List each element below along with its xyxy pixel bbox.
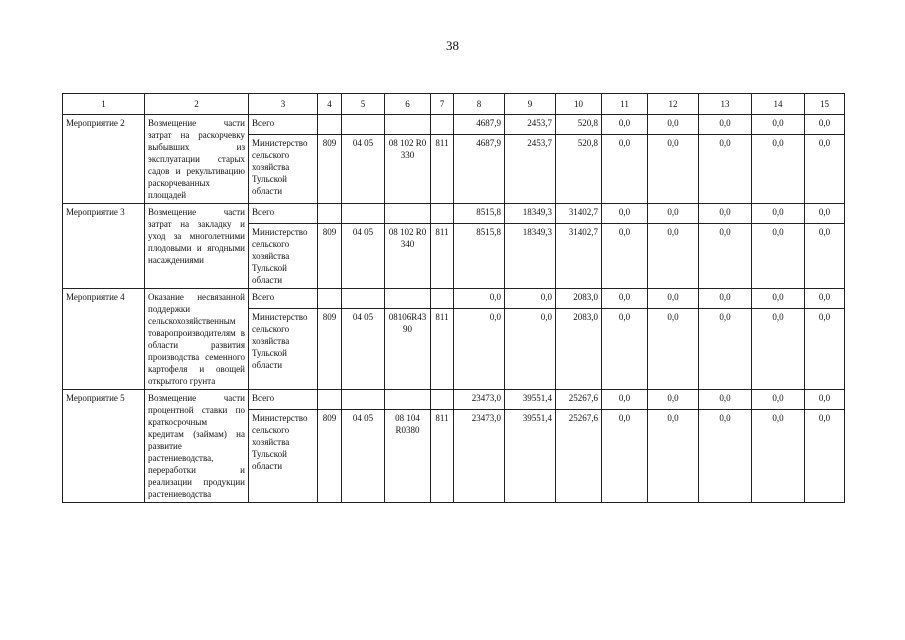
table-cell: 0,0 bbox=[648, 410, 699, 503]
measure-name: Оказание несвязанной поддержки сельскохозяйственным товаропроизводителям в области развития производства семенного картофеля и овощей открытого грунта bbox=[145, 289, 249, 390]
table-cell: 31402,7 bbox=[556, 224, 602, 289]
table-cell: 39551,4 bbox=[505, 390, 556, 410]
table-cell: 04 05 bbox=[342, 224, 385, 289]
table-cell: 08 104 R0380 bbox=[385, 410, 431, 503]
table-cell: 2083,0 bbox=[556, 289, 602, 309]
table-cell: 0,0 bbox=[699, 204, 752, 224]
table-cell: 0,0 bbox=[648, 224, 699, 289]
table-row bbox=[63, 204, 845, 224]
table-cell: 0,0 bbox=[805, 224, 845, 289]
table-cell: 23473,0 bbox=[454, 390, 505, 410]
table-cell: 0,0 bbox=[805, 410, 845, 503]
table-cell: 8515,8 bbox=[454, 224, 505, 289]
executor-cell: Министерство сельского хозяйства Тульской области bbox=[249, 309, 318, 390]
column-header: 11 bbox=[602, 94, 648, 115]
table-cell: 809 bbox=[318, 135, 342, 204]
table-cell: 520,8 bbox=[556, 115, 602, 135]
table-cell: 0,0 bbox=[602, 135, 648, 204]
table-cell: 0,0 bbox=[602, 309, 648, 390]
table-cell bbox=[342, 289, 385, 309]
table-cell bbox=[431, 115, 454, 135]
column-header: 7 bbox=[431, 94, 454, 115]
table-cell bbox=[318, 115, 342, 135]
table-cell: 0,0 bbox=[602, 390, 648, 410]
table-row bbox=[63, 289, 845, 309]
measure-label: Мероприятие 4 bbox=[63, 289, 145, 390]
table-cell bbox=[342, 115, 385, 135]
table-cell bbox=[318, 390, 342, 410]
column-header: 12 bbox=[648, 94, 699, 115]
table-row bbox=[63, 115, 845, 135]
table-cell: 23473,0 bbox=[454, 410, 505, 503]
table-cell: 0,0 bbox=[648, 390, 699, 410]
measure-name: Возмещение части затрат на раскорчевку выбывших из эксплуатации старых садов и рекультивацию раскорчеванных площадей bbox=[145, 115, 249, 204]
executor-cell: Всего bbox=[249, 289, 318, 309]
table-cell: 0,0 bbox=[752, 390, 805, 410]
column-header: 14 bbox=[752, 94, 805, 115]
table-cell: 0,0 bbox=[602, 289, 648, 309]
table-cell bbox=[431, 390, 454, 410]
executor-cell: Всего bbox=[249, 115, 318, 135]
table-cell: 08 102 R0 330 bbox=[385, 135, 431, 204]
measure-label: Мероприятие 5 bbox=[63, 390, 145, 503]
table-cell: 0,0 bbox=[699, 390, 752, 410]
measure-name: Возмещение части процентной ставки по краткосрочным кредитам (займам) на развитие растениеводства, переработки и реализации продукции растениеводства bbox=[145, 390, 249, 503]
table-cell bbox=[385, 390, 431, 410]
table-cell: 25267,6 bbox=[556, 390, 602, 410]
table-cell: 04 05 bbox=[342, 135, 385, 204]
table-cell: 08106R43 90 bbox=[385, 309, 431, 390]
table-cell: 18349,3 bbox=[505, 204, 556, 224]
column-header: 2 bbox=[145, 94, 249, 115]
table-row bbox=[63, 390, 845, 410]
table-cell: 18349,3 bbox=[505, 224, 556, 289]
table-cell: 0,0 bbox=[805, 390, 845, 410]
table-cell: 0,0 bbox=[699, 289, 752, 309]
table-cell bbox=[385, 289, 431, 309]
executor-cell: Министерство сельского хозяйства Тульской области bbox=[249, 410, 318, 503]
table-cell: 0,0 bbox=[805, 289, 845, 309]
table-cell bbox=[318, 204, 342, 224]
table-cell: 0,0 bbox=[752, 204, 805, 224]
table-cell: 0,0 bbox=[699, 115, 752, 135]
table-cell: 0,0 bbox=[699, 135, 752, 204]
table-cell: 0,0 bbox=[752, 289, 805, 309]
table-cell: 0,0 bbox=[602, 224, 648, 289]
table-cell: 0,0 bbox=[648, 135, 699, 204]
table-cell: 811 bbox=[431, 410, 454, 503]
table-cell: 811 bbox=[431, 135, 454, 204]
table-cell: 811 bbox=[431, 224, 454, 289]
table-cell: 8515,8 bbox=[454, 204, 505, 224]
table-cell: 811 bbox=[431, 309, 454, 390]
table-cell: 0,0 bbox=[454, 309, 505, 390]
table-cell: 04 05 bbox=[342, 410, 385, 503]
table-cell bbox=[318, 289, 342, 309]
table-cell: 0,0 bbox=[602, 204, 648, 224]
table-cell bbox=[385, 204, 431, 224]
table-cell: 0,0 bbox=[752, 224, 805, 289]
table-cell: 31402,7 bbox=[556, 204, 602, 224]
table-cell: 520,8 bbox=[556, 135, 602, 204]
table-cell: 0,0 bbox=[805, 135, 845, 204]
header-row bbox=[63, 94, 845, 115]
table-cell: 809 bbox=[318, 309, 342, 390]
table-cell: 0,0 bbox=[602, 115, 648, 135]
column-header: 3 bbox=[249, 94, 318, 115]
table-cell: 0,0 bbox=[454, 289, 505, 309]
table-cell: 25267,6 bbox=[556, 410, 602, 503]
column-header: 8 bbox=[454, 94, 505, 115]
table-cell bbox=[431, 289, 454, 309]
table-cell: 0,0 bbox=[505, 289, 556, 309]
table-cell bbox=[431, 204, 454, 224]
table-cell: 0,0 bbox=[699, 309, 752, 390]
table-cell: 0,0 bbox=[699, 224, 752, 289]
table-cell: 0,0 bbox=[805, 115, 845, 135]
table-cell: 0,0 bbox=[752, 135, 805, 204]
table-cell: 0,0 bbox=[752, 309, 805, 390]
table-cell: 0,0 bbox=[805, 204, 845, 224]
table-cell: 08 102 R0 340 bbox=[385, 224, 431, 289]
table-cell bbox=[385, 115, 431, 135]
column-header: 1 bbox=[63, 94, 145, 115]
table-cell: 2453,7 bbox=[505, 135, 556, 204]
table-cell: 0,0 bbox=[805, 309, 845, 390]
executor-cell: Министерство сельского хозяйства Тульской области bbox=[249, 224, 318, 289]
measure-name: Возмещение части затрат на закладку и уход за многолетними плодовыми и ягодными насаждениями bbox=[145, 204, 249, 289]
measure-label: Мероприятие 3 bbox=[63, 204, 145, 289]
table-cell bbox=[342, 204, 385, 224]
table-cell: 0,0 bbox=[699, 410, 752, 503]
table-cell: 0,0 bbox=[752, 410, 805, 503]
table-cell: 809 bbox=[318, 410, 342, 503]
column-header: 6 bbox=[385, 94, 431, 115]
table-cell: 0,0 bbox=[648, 309, 699, 390]
budget-table bbox=[62, 93, 845, 503]
table-cell: 0,0 bbox=[648, 289, 699, 309]
table-cell: 04 05 bbox=[342, 309, 385, 390]
table-cell bbox=[342, 390, 385, 410]
table-cell: 4687,9 bbox=[454, 135, 505, 204]
table-cell: 39551,4 bbox=[505, 410, 556, 503]
table-cell: 4687,9 bbox=[454, 115, 505, 135]
executor-cell: Всего bbox=[249, 204, 318, 224]
page-number: 38 bbox=[446, 38, 459, 53]
column-header: 10 bbox=[556, 94, 602, 115]
table-cell: 0,0 bbox=[752, 115, 805, 135]
measure-label: Мероприятие 2 bbox=[63, 115, 145, 204]
table-cell: 2453,7 bbox=[505, 115, 556, 135]
column-header: 13 bbox=[699, 94, 752, 115]
table-cell: 0,0 bbox=[505, 309, 556, 390]
executor-cell: Министерство сельского хозяйства Тульской области bbox=[249, 135, 318, 204]
column-header: 4 bbox=[318, 94, 342, 115]
column-header: 15 bbox=[805, 94, 845, 115]
table-cell: 0,0 bbox=[602, 410, 648, 503]
table-cell: 0,0 bbox=[648, 115, 699, 135]
table-cell: 2083,0 bbox=[556, 309, 602, 390]
column-header: 5 bbox=[342, 94, 385, 115]
column-header: 9 bbox=[505, 94, 556, 115]
table-cell: 0,0 bbox=[648, 204, 699, 224]
executor-cell: Всего bbox=[249, 390, 318, 410]
table-cell: 809 bbox=[318, 224, 342, 289]
